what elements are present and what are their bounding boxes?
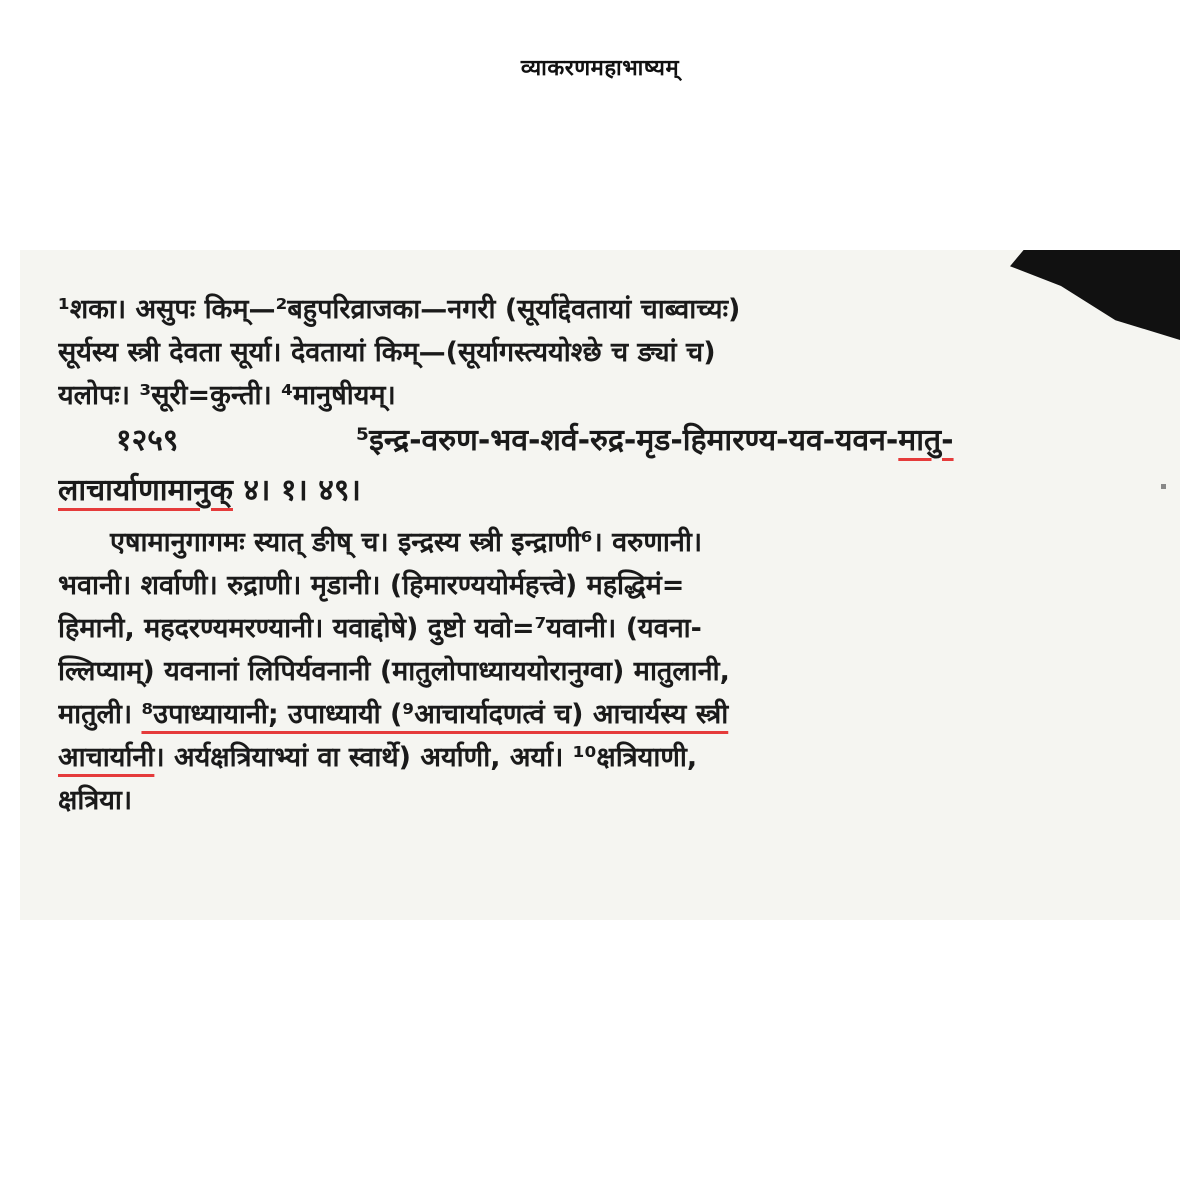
text-line-10-underlined: ⁸उपाध्यायानी; उपाध्यायी (⁹आचार्यादणत्वं च) आचार्यस्य स्त्री [141,699,729,730]
text-line-2: सूर्यस्य स्त्री देवता सूर्या। देवतायां किम्—(सूर्यागस्त्ययोश्छे च ङ्यां च) [58,337,716,368]
text-line-11-underlined: आचार्यानी [58,742,155,773]
sutra-number: १२५९ [116,423,179,458]
text-line-6: एषामानुगागमः स्यात् ङीष् च। इन्द्रस्य स्त्री इन्द्राणी⁶। वरुणानी। [110,527,703,558]
scan-edge-mark [1161,484,1166,489]
sutra-underlined-part-1: मातु- [898,423,954,458]
page-title: व्याकरणमहाभाष्यम् [520,56,680,81]
text-line-11 [58,736,1138,779]
text-line-1: ¹शका। असुपः किम्—²बहुपरिव्राजका—नगरी (सूर्याद्देवतायां चाब्वाच्यः) [58,294,741,325]
text-line-9: ल्लिप्याम्) यवनानां लिपिर्यवनानी (मातुलोपाध्याययोरानुग्वा) मातुलानी, [58,656,730,687]
text-line-7: भवानी। शर्वाणी। रुद्राणी। मृडानी। (हिमारण्ययोर्महत्त्वे) महद्धिमं= [58,570,685,601]
sutra-reference: ४। १। ४९। [232,473,361,508]
page-body [58,288,1138,822]
scanned-page [20,250,1180,920]
sutra-underlined-part-2: लाचार्याणामानुक् [58,473,233,508]
sutra-text-part-1: ⁵इन्द्र-वरुण-भव-शर्व-रुद्र-मृड-हिमारण्य-यव-यवन- [356,423,899,458]
text-line-10 [58,693,1138,736]
text-line-8: हिमानी, महदरण्यमरण्यानी। यवाद्दोषे) दुष्टो यवो=⁷यवानी। (यवना- [58,613,702,644]
text-line-10-start: मातुली। [58,699,142,730]
text-line-12: क्षत्रिया। [58,785,133,816]
sutra-heading [58,417,1138,465]
sutra-continuation [58,465,1138,517]
text-line-11-rest: । अर्यक्षत्रियाभ्यां वा स्वार्थे) अर्याणी, अर्या। ¹⁰क्षत्रियाणी, [154,742,698,773]
text-line-3: यलोपः। ³सूरी=कुन्ती। ⁴मानुषीयम्। [58,380,396,411]
